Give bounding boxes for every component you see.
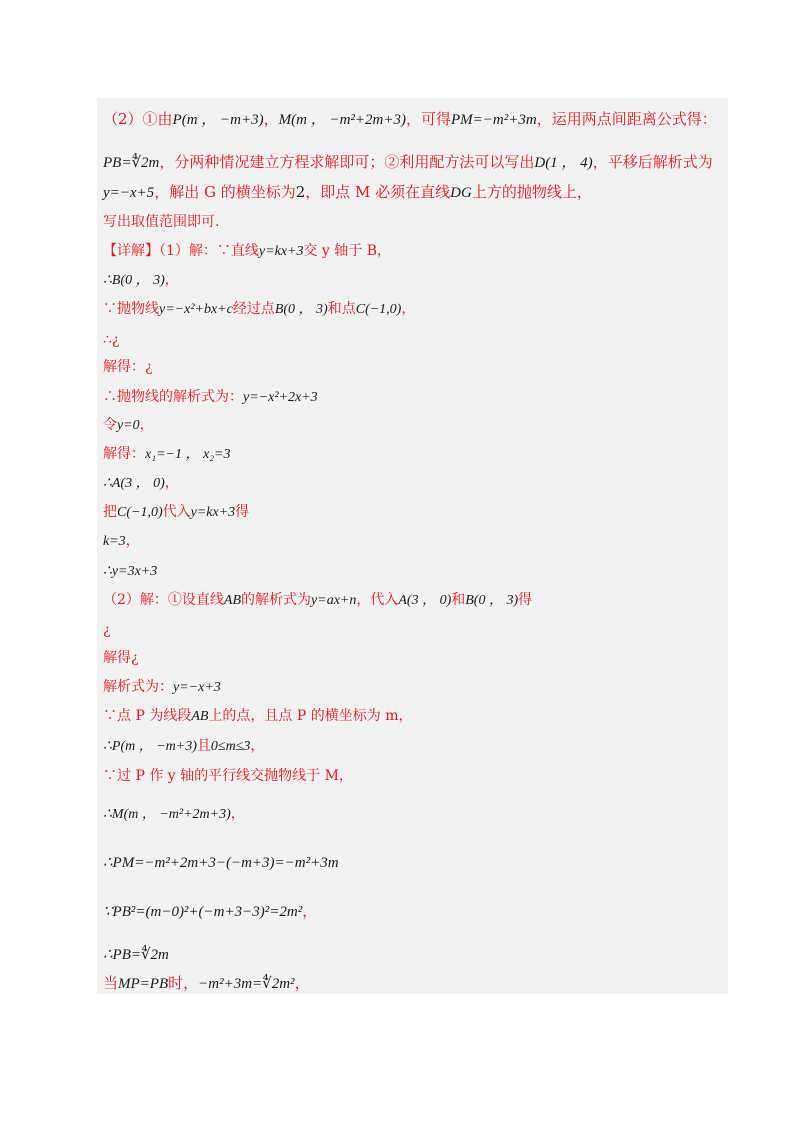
math-expression: x₁=−1 ， x₂=3: [145, 447, 231, 462]
text-line: [103, 532, 726, 551]
math-expression: M(m ， −m²+2m+3): [278, 112, 406, 128]
text-segment: 且: [196, 738, 211, 754]
text-segment: 经过点: [232, 301, 275, 317]
text-segment: ，: [164, 272, 179, 288]
text-segment: （2）解：①设直线: [103, 592, 224, 608]
text-segment: 解得：: [103, 446, 145, 462]
text-segment: 把: [103, 504, 117, 520]
math-expression: ∵PB²=(m−0)²+(−m+3−3)²=2m²: [103, 904, 303, 920]
text-line: [103, 110, 726, 129]
text-segment: 代入: [162, 504, 191, 520]
math-expression: C(−1,0): [355, 302, 402, 317]
text-segment: ，: [164, 475, 179, 491]
math-expression: ∴y=3x+3: [103, 564, 158, 579]
text-segment: 的解析式为: [241, 592, 312, 608]
math-expression: B(0 ， 3): [274, 302, 328, 317]
text-segment: ，即点 M 必须在直线: [305, 183, 451, 201]
text-segment: ¿: [103, 622, 111, 638]
text-segment: （1）解：∵直线: [159, 243, 259, 259]
text-line: [103, 474, 726, 493]
text-segment: ，: [250, 738, 265, 754]
text-segment: ，分两种情况建立方程求解即可；②利用配方法可以写出: [159, 153, 535, 171]
math-expression: −m²+3m=∜2m²: [198, 976, 295, 992]
math-expression: y=kx+3: [190, 505, 236, 520]
math-expression: PM=−m²+3m: [451, 112, 537, 128]
math-expression: y=−x²+bx+c: [159, 302, 233, 317]
text-segment: ，: [294, 974, 310, 992]
math-expression: P(m ， −m+3): [172, 112, 264, 128]
text-segment: 时，: [168, 974, 199, 992]
text-segment: ∵过 P 作 y 轴的平行线交抛物线于 M，: [103, 768, 353, 784]
text-line: [103, 416, 726, 435]
text-segment: 解析式为：: [103, 679, 173, 695]
text-segment: 【详解】: [103, 243, 159, 259]
text-segment: ，: [263, 110, 279, 128]
math-expression: y=kx+3: [258, 244, 304, 259]
text-line: [103, 767, 726, 785]
text-line: [103, 153, 726, 172]
text-segment: ，可得: [405, 110, 451, 128]
text-line: [103, 358, 726, 376]
text-line: [103, 562, 726, 581]
text-line: [103, 649, 726, 667]
text-segment: 上方的抛物线上，: [471, 183, 592, 201]
text-line: [103, 974, 726, 993]
math-expression: ∴PB=∜2m: [103, 947, 169, 963]
text-segment: 交 y 轴于 B，: [303, 243, 392, 259]
text-segment: ，代入: [356, 592, 399, 608]
text-line: [103, 591, 726, 610]
math-expression: y=−x²+2x+3: [243, 390, 318, 405]
text-segment: ∴¿: [103, 332, 120, 348]
text-line: [103, 242, 726, 261]
math-expression: D(1 ， 4): [534, 155, 593, 171]
text-segment: ，运用两点间距离公式得：: [536, 110, 717, 128]
text-line: [103, 300, 726, 319]
text-line: [103, 331, 726, 349]
text-line: [103, 213, 726, 231]
text-segment: ，平移后解析式为: [592, 153, 713, 171]
text-segment: ∵抛物线: [103, 301, 159, 317]
math-expression: k=3: [103, 534, 126, 549]
text-segment: 解得：¿: [103, 359, 153, 375]
math-expression: MP=PB: [118, 976, 169, 992]
math-expression: DG: [450, 185, 472, 201]
text-line: [103, 183, 726, 202]
text-segment: ，: [302, 902, 318, 920]
math-expression: C(−1,0): [117, 505, 163, 520]
text-segment: 令: [103, 417, 117, 433]
text-segment: ，: [401, 301, 416, 317]
text-segment: ，: [125, 533, 140, 549]
math-expression: AB: [191, 709, 209, 724]
text-segment: ，解出 G 的横坐标为: [154, 183, 296, 201]
math-expression: ∴P(m ， −m+3): [103, 739, 197, 754]
math-expression: ∴M(m ， −m²+2m+3): [103, 807, 231, 822]
math-expression: AB: [223, 593, 242, 608]
text-line: [103, 445, 726, 464]
text-segment: （2）①由: [103, 110, 173, 128]
text-segment: ，: [139, 417, 154, 433]
text-segment: ∴抛物线的解析式为：: [103, 389, 243, 405]
math-expression: y=−x+3: [173, 680, 221, 695]
text-line: [103, 945, 726, 964]
text-segment: 解得¿: [103, 650, 139, 666]
math-expression: y=0: [117, 418, 140, 433]
text-line: [103, 902, 726, 921]
text-line: [103, 805, 726, 824]
math-expression: y=−x+5: [103, 185, 155, 201]
text-line: [103, 621, 726, 639]
math-expression: B(0 ， 3): [465, 593, 519, 608]
math-expression: ∴PM=−m²+2m+3−(−m+3)=−m²+3m: [103, 855, 339, 871]
text-line: [103, 388, 726, 407]
math-expression: ∴B(0 ， 3): [103, 273, 165, 288]
text-segment: 上的点，且点 P 的横坐标为 m，: [208, 708, 413, 724]
math-expression: A(3 ， 0): [398, 593, 452, 608]
math-expression: PB=∜2m: [103, 155, 160, 171]
math-expression: 0≤m≤3: [210, 739, 251, 754]
text-line: [103, 678, 726, 697]
text-line: [103, 503, 726, 522]
text-segment: 2: [295, 183, 306, 201]
text-segment: 得: [235, 504, 250, 520]
text-segment: 和: [451, 592, 466, 608]
text-segment: 写出取值范围即可.: [103, 214, 220, 230]
text-segment: ，: [230, 806, 245, 822]
text-segment: ∵点 P 为线段: [103, 708, 192, 724]
math-expression: y=ax+n: [311, 593, 357, 608]
text-line: [103, 271, 726, 290]
text-segment: 和点: [327, 301, 356, 317]
text-line: [103, 853, 726, 872]
text-segment: 当: [103, 974, 119, 992]
text-line: [103, 707, 726, 726]
math-expression: ∴A(3 ， 0): [103, 476, 165, 491]
text-segment: 得: [518, 592, 533, 608]
text-line: [103, 737, 726, 756]
